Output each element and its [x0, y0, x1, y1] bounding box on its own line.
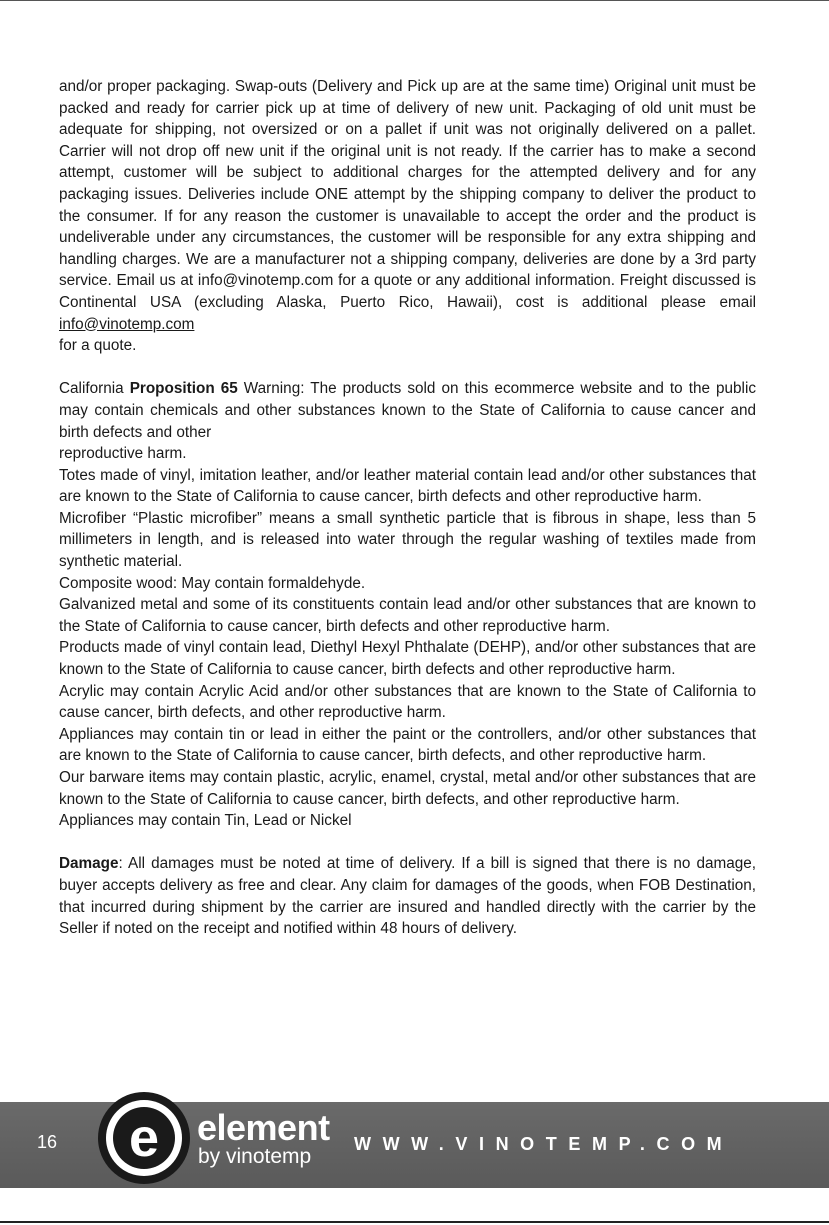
prop65-prefix: California — [59, 380, 130, 398]
warning-item: Composite wood: May contain formaldehyde. — [59, 574, 366, 592]
email-link[interactable]: info@vinotemp.com — [59, 315, 195, 333]
prop65-heading: Proposition 65 — [129, 380, 238, 398]
website-url[interactable]: WWW.VINOTEMP.COM — [354, 1134, 734, 1154]
warning-item: Appliances may contain Tin, Lead or Nickel — [59, 812, 352, 830]
warning-item: Products made of vinyl contain lead, Diethyl Hexyl Phthalate (DEHP), and/or other substances that are known to the State of California to cause cancer, birth defects and other reproductive harm. — [59, 639, 756, 679]
damage-heading: Damage — [59, 855, 119, 873]
shipping-text: and/or proper packaging. Swap-outs (Delivery and Pick up are at the same time) Original unit must be packed and ready for carrier pick up at time of delivery of new unit. Packaging of old unit must be adequate for shipping, not oversized or on a pallet if unit was not originally delivered on a pallet. Carrier will not drop off new unit if the original unit is not ready. If the carrier has to make a second attempt, customer will be subject to additional charges for the attempted delivery and for any packaging issues. Deliveries include ONE attempt by the shipping company to deliver the product to the consumer. If for any reason the customer is unavailable to accept the order and the product is undeliverable under any circumstances, the customer will be responsible for any extra shipping and handling charges. We are a manufacturer not a shipping company, deliveries are done by a 3rd party service. Email us at info@vinotemp.com for a quote or any additional information. Freight discussed is Continental USA (excluding Alaska, Puerto Rico, Hawaii), cost is additional please email — [59, 78, 756, 311]
damage-text: : All damages must be noted at time of delivery. If a bill is signed that there is no damage, buyer accepts delivery as free and clear. Any claim for damages of the goods, when FOB Destination, that incurred during shipment by the carrier are insured and handled directly with the carrier by the Seller if noted on the receipt and notified within 48 hours of delivery. — [59, 855, 756, 938]
shipping-text-end: for a quote. — [59, 337, 137, 355]
warning-item: Totes made of vinyl, imitation leather, and/or leather material contain lead and/or other substances that are known to the State of California to cause cancer, birth defects and other reproductive harm. — [59, 466, 756, 506]
paragraph-gap — [59, 357, 756, 379]
warning-item: Microfiber “Plastic microfiber” means a small synthetic particle that is fibrous in shape, less than 5 millimeters in length, and is released into water through the regular washing of textiles made from synthetic material. — [59, 509, 756, 571]
logo-letter: e — [128, 1108, 160, 1168]
warning-item: Acrylic may contain Acrylic Acid and/or other substances that are known to the State of California to cause cancer, birth defects, and other reproductive harm. — [59, 682, 756, 722]
paragraph-gap — [59, 832, 756, 854]
warning-item: Our barware items may contain plastic, acrylic, enamel, crystal, metal and/or other substances that are known to the State of California to cause cancer, birth defects, and other reproductive harm. — [59, 769, 756, 808]
element-e-logo-icon — [96, 1090, 192, 1186]
warning-item: Appliances may contain tin or lead in either the paint or the controllers, and/or other substances that are known to the State of California to cause cancer, birth defects, and other reproductive harm. — [59, 725, 756, 765]
shipping-paragraph — [59, 76, 756, 357]
prop65-paragraph — [59, 378, 756, 443]
page-content — [59, 76, 756, 940]
damage-paragraph — [59, 853, 756, 939]
brand-subtitle: by vinotemp — [198, 1145, 312, 1168]
top-divider — [0, 0, 829, 1]
warning-item: reproductive harm. — [59, 445, 187, 463]
warning-item: Galvanized metal and some of its constituents contain lead and/or other substances that are known to the State of California to cause cancer, birth defects and other reproductive harm. — [59, 596, 756, 635]
brand-name: element — [197, 1107, 330, 1148]
prop65-text: Warning: The products sold on this ecommerce website and to the public may contain chemicals and other substances known to the State of California to cause cancer and birth defects and other — [59, 380, 757, 441]
footer-bar — [0, 1102, 829, 1188]
bottom-divider — [0, 1221, 829, 1223]
page-number: 16 — [37, 1132, 58, 1152]
